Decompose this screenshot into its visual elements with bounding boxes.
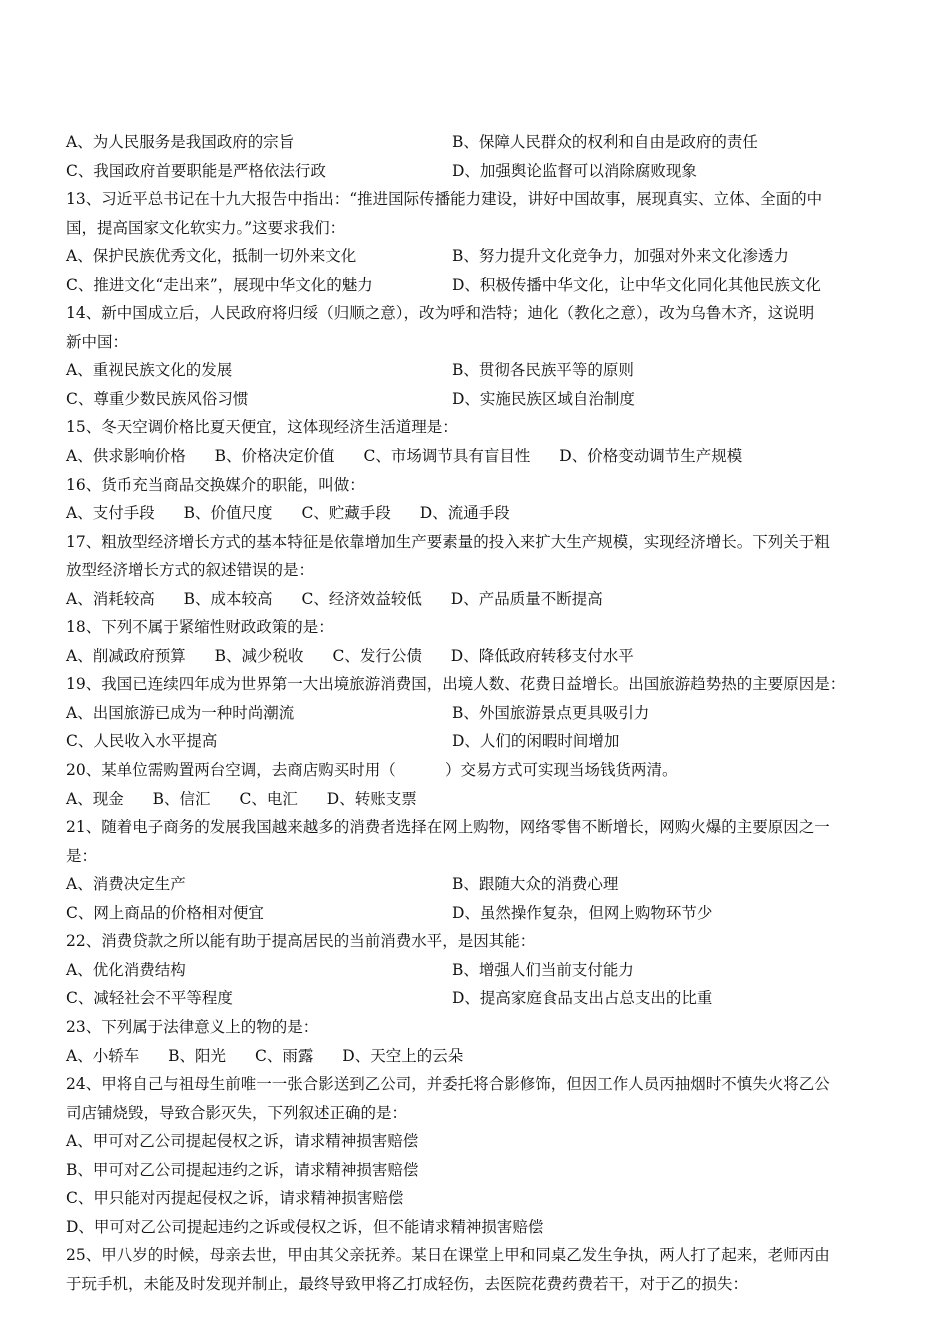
q18-stem: 18、下列不属于紧缩性财政政策的是： [66,618,334,637]
q22-stem: 22、消费贷款之所以能有助于提高居民的当前消费水平，是因其能： [66,932,536,951]
q17-option-d: D、产品质量不断提高 [450,589,603,608]
q14-stem-line-1: 14、新中国成立后，人民政府将归绥（归顺之意），改为呼和浩特；迪化（教化之意），改为乌鲁木齐，这说明 [66,304,815,323]
q12-option-d: D、加强舆论监督可以消除腐败现象 [452,161,697,180]
q21-option-b: B、跟随大众的消费心理 [452,875,619,894]
q19-stem: 19、我国已连续四年成为世界第一大出境旅游消费国，出境人数、花费日益增长。出国旅游趋势热的主要原因是： [66,675,846,694]
q13-option-d: D、积极传播中华文化，让中华文化同化其他民族文化 [452,275,821,294]
q16-option-c: C、贮藏手段 [301,504,391,523]
q21-option-c: C、网上商品的价格相对便宜 [66,903,264,922]
q14-option-d: D、实施民族区域自治制度 [452,389,635,408]
q24-option-a: A、甲可对乙公司提起侵权之诉，请求精神损害赔偿 [66,1132,419,1151]
q16-option-a: A、支付手段 [66,504,155,523]
q15-option-d: D、价格变动调节生产规模 [559,447,743,466]
q13-option-a: A、保护民族优秀文化，抵制一切外来文化 [66,247,357,266]
q21-stem-line-2: 是： [66,846,98,865]
q21-option-a: A、消费决定生产 [66,875,186,894]
q14-option-b: B、贯彻各民族平等的原则 [452,361,634,380]
q18-option-b: B、减少税收 [214,646,304,665]
q19-option-b: B、外国旅游景点更具吸引力 [452,703,650,722]
q25-stem-line-1: 25、甲八岁的时候，母亲去世，甲由其父亲抚养。某日在课堂上甲和同桌乙发生争执，两人打了起来，老师丙由 [66,1246,830,1265]
q21-option-d: D、虽然操作复杂，但网上购物环节少 [452,903,713,922]
q23-option-a: A、小轿车 [66,1046,140,1065]
q22-options-row-1 [66,956,888,985]
q25-stem-line-2: 于玩手机，未能及时发现并制止，最终导致甲将乙打成轻伤，去医院花费药费若干，对于乙的损失： [66,1274,749,1293]
q12-option-b: B、保障人民群众的权利和自由是政府的责任 [452,133,758,151]
q24-stem-line-1: 24、甲将自己与祖母生前唯一一张合影送到乙公司，并委托将合影修饰，但因工作人员丙抽烟时不慎失火将乙公 [66,1075,830,1094]
q16-options [66,499,888,528]
q12-options-row-2 [66,157,888,186]
q23-option-b: B、阳光 [168,1046,227,1065]
q16-option-d: D、流通手段 [419,504,510,523]
q23-options [66,1042,888,1071]
q15-option-a: A、供求影响价格 [66,447,186,466]
q13-stem-line-1: 13、习近平总书记在十九大报告中指出：“推进国际传播能力建设，讲好中国故事，展现真实、立体、全面的中 [66,190,823,209]
q19-options-row-1 [66,699,888,728]
q23-stem: 23、下列属于法律意义上的物的是： [66,1017,319,1036]
q15-stem: 15、冬天空调价格比夏天便宜，这体现经济生活道理是： [66,418,458,437]
exam-page [66,128,888,1298]
q15-option-c: C、市场调节具有盲目性 [363,447,531,466]
q12-options-row-1 [66,128,888,157]
q23-option-d: D、天空上的云朵 [342,1046,464,1065]
q15-option-b: B、价格决定价值 [214,447,335,466]
q18-option-c: C、发行公债 [332,646,422,665]
q20-option-c: C、电汇 [239,789,298,808]
q20-option-a: A、现金 [66,789,124,808]
q19-option-c: C、人民收入水平提高 [66,732,218,751]
q22-option-b: B、增强人们当前支付能力 [452,960,634,979]
q12-option-c: C、我国政府首要职能是严格依法行政 [66,161,326,180]
q24-option-d: D、甲可对乙公司提起违约之诉或侵权之诉，但不能请求精神损害赔偿 [66,1217,544,1236]
q20-options [66,785,888,814]
q17-option-a: A、消耗较高 [66,589,155,608]
q23-option-c: C、雨露 [254,1046,314,1065]
q15-options [66,442,888,471]
q17-stem-line-2: 放型经济增长方式的叙述错误的是： [66,561,315,580]
q22-option-a: A、优化消费结构 [66,960,186,979]
q13-options-row-2 [66,271,888,300]
q22-option-c: C、减轻社会不平等程度 [66,989,233,1008]
q24-stem-line-2: 司店铺烧毁，导致合影灭失，下列叙述正确的是： [66,1103,408,1122]
q13-option-b: B、努力提升文化竞争力，加强对外来文化渗透力 [452,247,789,266]
q17-option-c: C、经济效益较低 [301,589,422,608]
q20-option-b: B、信汇 [152,789,211,808]
q14-option-c: C、尊重少数民族风俗习惯 [66,389,249,408]
q16-stem: 16、货币充当商品交换媒介的职能，叫做： [66,475,365,494]
q21-options-row-1 [66,870,888,899]
q14-stem-line-2: 新中国： [66,332,129,351]
q14-option-a: A、重视民族文化的发展 [66,361,233,380]
q24-option-c: C、甲只能对丙提起侵权之诉，请求精神损害赔偿 [66,1189,404,1208]
q19-option-d: D、人们的闲暇时间增加 [452,732,620,751]
q24-option-b: B、甲可对乙公司提起违约之诉，请求精神损害赔偿 [66,1160,419,1179]
q18-option-d: D、降低政府转移支付水平 [450,646,634,665]
q19-options-row-2 [66,727,888,756]
q13-option-c: C、推进文化“走出来”，展现中华文化的魅力 [66,275,373,294]
q18-options [66,642,888,671]
q14-options-row-2 [66,385,888,414]
q22-option-d: D、提高家庭食品支出占总支出的比重 [452,989,713,1008]
q21-stem-line-1: 21、随着电子商务的发展我国越来越多的消费者选择在网上购物，网络零售不断增长，网购火爆的主要原因之一 [66,818,830,837]
q12-option-a: A、为人民服务是我国政府的宗旨 [66,133,295,151]
q20-stem: 20、某单位需购置两台空调，去商店购买时用（ ）交易方式可实现当场钱货两清。 [66,761,678,780]
q18-option-a: A、削减政府预算 [66,646,186,665]
q21-options-row-2 [66,899,888,928]
q14-options-row-1 [66,356,888,385]
q16-option-b: B、价值尺度 [183,504,273,523]
q17-stem-line-1: 17、粗放型经济增长方式的基本特征是依靠增加生产要素量的投入来扩大生产规模，实现经济增长。下列关于粗 [66,532,830,551]
q17-options [66,585,888,614]
q13-options-row-1 [66,242,888,271]
q13-stem-line-2: 国，提高国家文化软实力。”这要求我们： [66,218,346,237]
q17-option-b: B、成本较高 [183,589,273,608]
q19-option-a: A、出国旅游已成为一种时尚潮流 [66,703,295,722]
q20-option-d: D、转账支票 [326,789,417,808]
q22-options-row-2 [66,984,888,1013]
